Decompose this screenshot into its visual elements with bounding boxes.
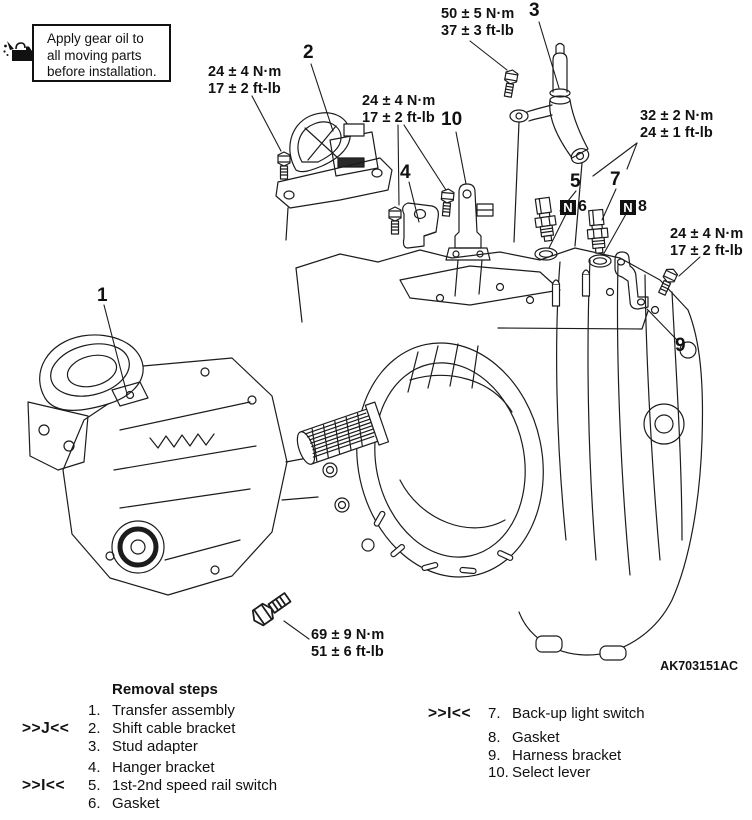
removal-steps-title: Removal steps	[112, 681, 218, 698]
figure-code: AK703151AC	[660, 659, 738, 673]
hanger-bracket	[403, 203, 439, 248]
callout-8: 8	[638, 198, 647, 215]
callout-7: 7	[610, 169, 621, 190]
backup-switch-gasket	[589, 255, 611, 267]
note-line-2: all moving parts	[47, 47, 142, 63]
rail-switch	[532, 197, 558, 242]
marker-i-right: >>I<<	[428, 705, 472, 722]
non-reusable-tag-8	[620, 198, 647, 216]
bolt-shift-cable-bracket	[278, 152, 290, 179]
torque-transfer-bolt: 69 ± 9 N·m 51 ± 6 ft-lb	[311, 627, 385, 660]
non-reusable-icon: N	[560, 200, 576, 215]
note-line-1: Apply gear oil to	[47, 31, 144, 46]
step-4: 4. Hanger bracket	[88, 759, 215, 776]
step-6: 6. Gasket	[88, 795, 160, 812]
callout-6: 6	[578, 198, 587, 215]
step-1: 1. Transfer assembly	[88, 702, 235, 719]
note-box	[32, 24, 171, 82]
torque-switches: 32 ± 2 N·m 24 ± 1 ft-lb	[640, 108, 714, 141]
step-10: 10. Select lever	[488, 764, 591, 781]
bell-housing-flange	[323, 325, 565, 594]
note-line-3: before installation.	[47, 64, 157, 79]
bolt-select-lever	[440, 188, 454, 216]
input-shaft	[293, 402, 389, 470]
torque-select-lever-bolts: 24 ± 4 N·m 17 ± 2 ft-lb	[362, 93, 436, 126]
harness-bracket	[498, 252, 648, 329]
callout-3: 3	[529, 0, 540, 21]
callout-10: 10	[441, 109, 463, 130]
step-8: 8. Gasket	[488, 729, 560, 746]
bolt-harness-bracket	[656, 267, 678, 297]
bolt-stud-adapter	[502, 69, 519, 98]
torque-shift-cable-bracket-bolt: 24 ± 4 N·m 17 ± 2 ft-lb	[208, 64, 282, 97]
marker-i-left: >>I<<	[22, 777, 66, 794]
backup-light-switch	[586, 209, 610, 254]
non-reusable-tag-6	[560, 198, 587, 216]
non-reusable-icon: N	[620, 200, 636, 215]
callout-5: 5	[570, 171, 581, 192]
oil-can-icon	[3, 37, 35, 64]
marker-j: >>J<<	[22, 720, 70, 737]
torque-harness-bracket-bolt: 24 ± 4 N·m 17 ± 2 ft-lb	[670, 226, 744, 259]
step-2: 2. Shift cable bracket	[88, 720, 236, 737]
callout-2: 2	[303, 42, 314, 63]
torque-stud-adapter: 50 ± 5 N·m 37 ± 3 ft-lb	[441, 6, 515, 39]
step-7: 7. Back-up light switch	[488, 705, 645, 722]
shift-cable-bracket	[276, 113, 392, 240]
step-3: 3. Stud adapter	[88, 738, 198, 755]
step-5: 5. 1st-2nd speed rail switch	[88, 777, 278, 794]
step-9: 9. Harness bracket	[488, 747, 622, 764]
bolt-hanger-bracket	[389, 207, 401, 234]
callout-1: 1	[97, 285, 108, 306]
transfer-assembly	[28, 335, 318, 595]
callout-9: 9	[675, 335, 686, 356]
callout-4: 4	[400, 162, 411, 183]
